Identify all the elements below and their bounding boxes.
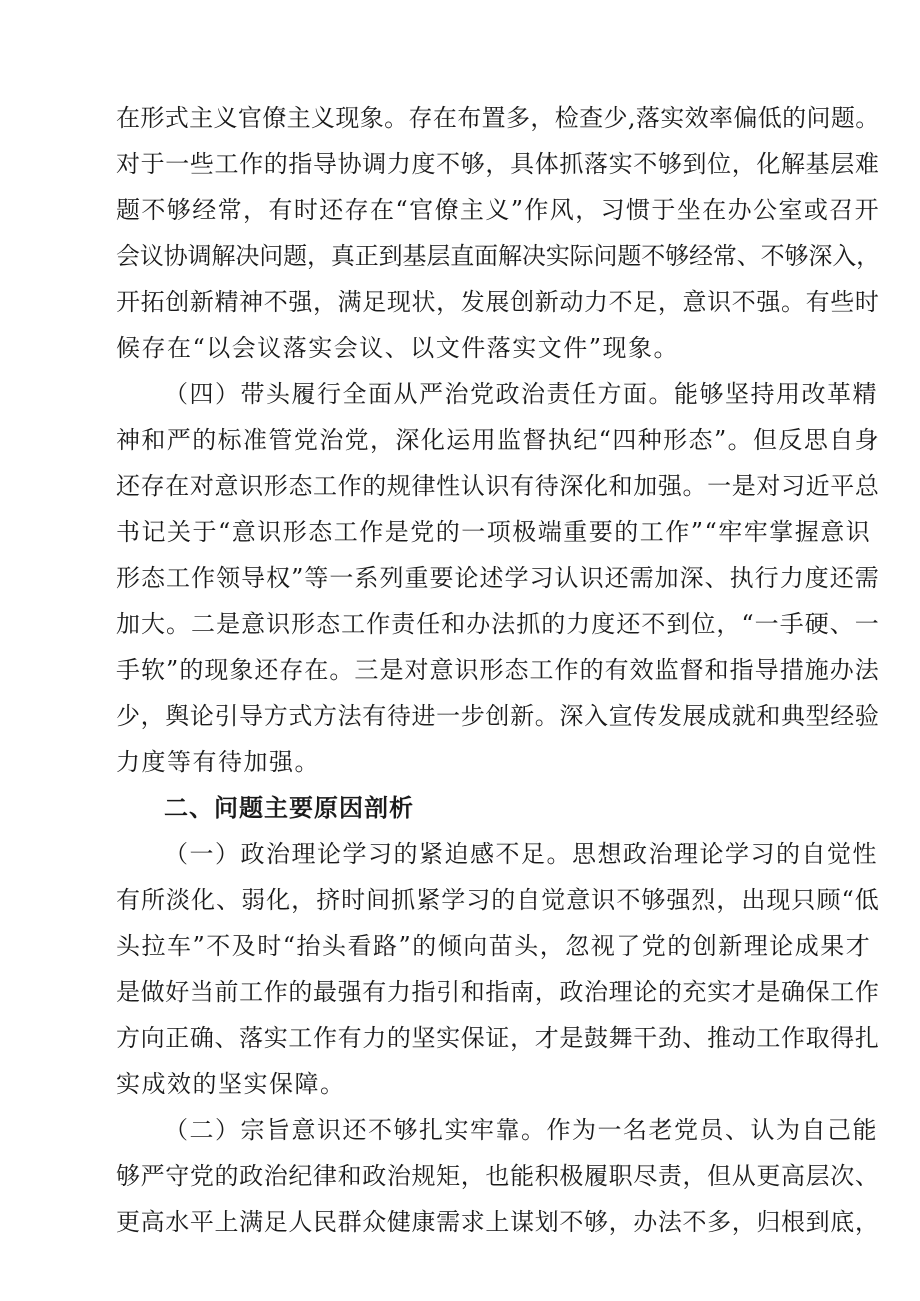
text-line: 还存在对意识形态工作的规律性认识有待深化和加强。一是对习近平总 [116,472,880,500]
text-line: 对于一些工作的指导协调力度不够，具体抓落实不够到位，化解基层难 [116,150,880,178]
text-line: 力度等有待加强。 [116,748,320,776]
text-line: 够严守党的政治纪律和政治规矩，也能积极履职尽责，但从更高层次、 [116,1162,880,1190]
text-line: 题不够经常，有时还存在“官僚主义”作风，习惯于坐在办公室或召开 [116,196,881,224]
section-heading: 二、问题主要原因剖析 [164,794,414,822]
text-line: 加大。二是意识形态工作责任和办法抓的力度还不到位，“一手硬、一 [116,610,880,638]
text-line: 手软”的现象还存在。三是对意识形态工作的有效监督和指导措施办法 [116,656,880,684]
text-line: 实成效的坚实保障。 [116,1070,346,1098]
text-line: 候存在“以会议落实会议、以文件落实文件”现象。 [116,334,680,362]
text-line: 少，舆论引导方式方法有待进一步创新。深入宣传发展成就和典型经验 [116,702,880,730]
text-line: （四）带头履行全面从严治党政治责任方面。能够坚持用改革精 [164,380,878,408]
text-line: 会议协调解决问题，真正到基层直面解决实际问题不够经常、不够深入， [116,242,880,270]
text-line: 更高水平上满足人民群众健康需求上谋划不够，办法不多，归根到底， [116,1208,880,1236]
text-line: 开拓创新精神不强，满足现状，发展创新动力不足，意识不强。有些时 [116,288,880,316]
text-line: 有所淡化、弱化，挤时间抓紧学习的自觉意识不够强烈，出现只顾“低 [116,886,880,914]
text-line: 书记关于“意识形态工作是党的一项极端重要的工作”“牢牢掌握意识 [116,518,872,546]
text-line: 方向正确、落实工作有力的坚实保证，才是鼓舞干劲、推动工作取得扎 [116,1024,880,1052]
text-line: 神和严的标准管党治党，深化运用监督执纪“四种形态”。但反思自身 [116,426,881,454]
text-line: 在形式主义官僚主义现象。存在布置多，检查少,落实效率偏低的问题。 [116,104,880,132]
text-line: 头拉车”不及时“抬头看路”的倾向苗头，忽视了党的创新理论成果才 [116,932,872,960]
text-line: 是做好当前工作的最强有力指引和指南，政治理论的充实才是确保工作 [116,978,880,1006]
text-line: （二）宗旨意识还不够扎实牢靠。作为一名老党员、认为自己能 [164,1116,878,1144]
text-line: （一）政治理论学习的紧迫感不足。思想政治理论学习的自觉性 [164,840,878,868]
text-line: 形态工作领导权”等一系列重要论述学习认识还需加深、执行力度还需 [116,564,880,592]
